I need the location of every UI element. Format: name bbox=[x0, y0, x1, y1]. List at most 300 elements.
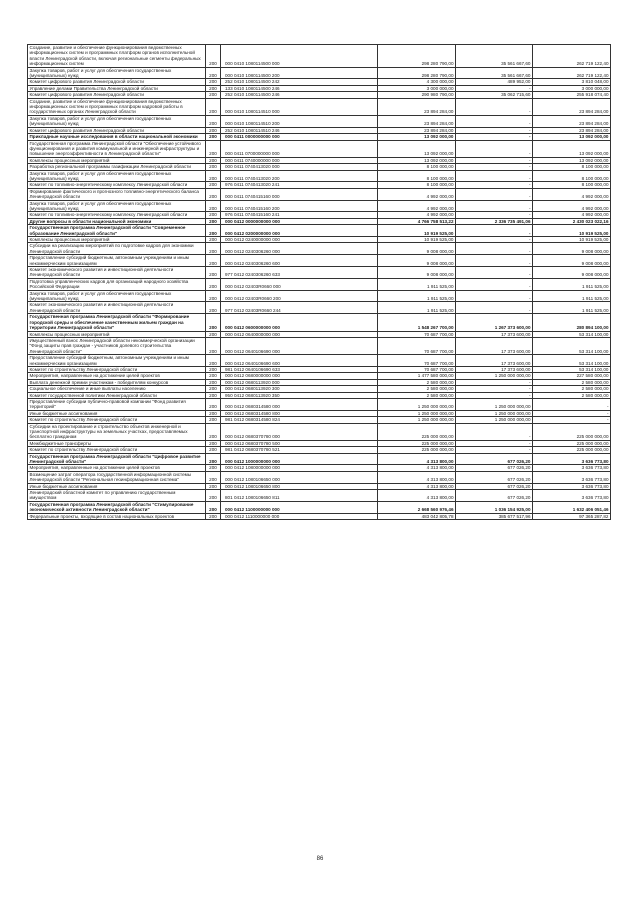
row-line-code: 200 bbox=[206, 267, 221, 279]
row-approved-amount: 4 313 800,00 bbox=[378, 471, 456, 483]
row-remaining-amount: 9 008 000,00 bbox=[533, 255, 611, 267]
row-line-code: 200 bbox=[206, 471, 221, 483]
row-name: Комитет по строительству Ленинградской области bbox=[28, 366, 206, 372]
row-line-code: 200 bbox=[206, 440, 221, 446]
row-name: Государственная программа Ленинградской области "Современное образование Ленинградской области" bbox=[28, 225, 206, 237]
row-approved-amount: 4 313 800,00 bbox=[378, 453, 456, 465]
row-name: Прикладные научные исследования в области национальной экономики bbox=[28, 134, 206, 140]
row-remaining-amount: 225 000 000,00 bbox=[533, 440, 611, 446]
row-name: Ленинградский областной комитет по управлению государственным имуществом bbox=[28, 490, 206, 502]
table-row bbox=[28, 140, 611, 157]
row-line-code: 200 bbox=[206, 98, 221, 115]
table-row bbox=[28, 398, 611, 410]
row-name: Закупка товаров, работ и услуг для обеспечения государственных (муниципальных) нужд bbox=[28, 200, 206, 212]
row-approved-amount: 2 668 560 976,46 bbox=[378, 501, 456, 513]
row-executed-amount: 1 250 000 000,00 bbox=[456, 410, 533, 416]
row-classification-code: 977 0412 0240306260 633 bbox=[221, 267, 378, 279]
row-approved-amount: 225 000 000,00 bbox=[378, 440, 456, 446]
row-executed-amount: - bbox=[456, 255, 533, 267]
table-row bbox=[28, 314, 611, 331]
row-approved-amount: 13 092 000,00 bbox=[378, 140, 456, 157]
row-name: Разработка региональной программы газификации Ленинградской области bbox=[28, 164, 206, 170]
row-line-code: 200 bbox=[206, 417, 221, 423]
row-approved-amount: 23 894 284,00 bbox=[378, 115, 456, 127]
row-line-code: 200 bbox=[206, 164, 221, 170]
row-name: Закупка товаров, работ и услуг для обеспечения государственных (муниципальных) нужд bbox=[28, 290, 206, 302]
row-name: Имущественный взнос Ленинградской области некоммерческой организации "Фонд защиты прав граждан - участников долевого строительства Ленинградской области" bbox=[28, 337, 206, 354]
row-name: Формирование фактического и прогнозного топливно-энергетического баланса Ленинградской области bbox=[28, 188, 206, 200]
table-row bbox=[28, 67, 611, 79]
row-approved-amount: 4 313 800,00 bbox=[378, 465, 456, 471]
row-remaining-amount: 23 894 284,00 bbox=[533, 127, 611, 133]
row-remaining-amount: - bbox=[533, 417, 611, 423]
row-name: Закупка товаров, работ и услуг для обеспечения государственных (муниципальных) нужд bbox=[28, 115, 206, 127]
row-executed-amount: - bbox=[456, 140, 533, 157]
row-classification-code: 000 0412 0680314580 000 bbox=[221, 398, 378, 410]
row-remaining-amount: 53 314 100,00 bbox=[533, 355, 611, 367]
row-executed-amount: - bbox=[456, 290, 533, 302]
row-line-code: 200 bbox=[206, 127, 221, 133]
table-row bbox=[28, 453, 611, 465]
row-name: Мероприятия, направленные на достижение целей проектов bbox=[28, 373, 206, 379]
row-executed-amount: 17 373 600,00 bbox=[456, 366, 533, 372]
row-approved-amount: 9 008 000,00 bbox=[378, 243, 456, 255]
row-remaining-amount: 3 636 773,80 bbox=[533, 453, 611, 465]
row-classification-code: 000 0412 0000000000 000 bbox=[221, 218, 378, 224]
row-classification-code: 000 0412 0680314580 800 bbox=[221, 410, 378, 416]
row-classification-code: 000 0412 0600000000 000 bbox=[221, 314, 378, 331]
row-executed-amount: 1 267 373 600,00 bbox=[456, 314, 533, 331]
row-line-code: 200 bbox=[206, 337, 221, 354]
row-approved-amount: 290 980 790,00 bbox=[378, 92, 456, 98]
row-line-code: 200 bbox=[206, 67, 221, 79]
table-row bbox=[28, 302, 611, 314]
row-executed-amount: 2 336 735 491,06 bbox=[456, 218, 533, 224]
row-approved-amount: 4 766 758 513,22 bbox=[378, 218, 456, 224]
row-classification-code: 950 0412 0680113920 350 bbox=[221, 392, 378, 398]
row-line-code: 200 bbox=[206, 200, 221, 212]
row-classification-code: 000 0412 0680113920 000 bbox=[221, 379, 378, 385]
row-line-code: 200 bbox=[206, 355, 221, 367]
row-executed-amount: 489 952,00 bbox=[456, 79, 533, 85]
row-approved-amount: 1 250 000 000,00 bbox=[378, 410, 456, 416]
row-classification-code: 000 0411 0740415160 000 bbox=[221, 188, 378, 200]
table-row bbox=[28, 423, 611, 440]
row-approved-amount: 1 911 525,00 bbox=[378, 290, 456, 302]
row-classification-code: 000 0412 1080106650 800 bbox=[221, 483, 378, 489]
row-remaining-amount: 53 314 100,00 bbox=[533, 366, 611, 372]
table-row bbox=[28, 278, 611, 290]
row-name: Государственная программа Ленинградской области "Цифровое развитие Ленинградской области" bbox=[28, 453, 206, 465]
row-line-code: 200 bbox=[206, 453, 221, 465]
row-name: Комитет по топливно-энергетическому комплексу Ленинградской области bbox=[28, 212, 206, 218]
row-name: Комитет цифрового развития Ленинградской области bbox=[28, 79, 206, 85]
row-classification-code: 000 0412 02403R0660 200 bbox=[221, 290, 378, 302]
row-classification-code: 252 0410 1080114500 246 bbox=[221, 92, 378, 98]
row-remaining-amount: 225 000 000,00 bbox=[533, 447, 611, 453]
row-executed-amount: - bbox=[456, 188, 533, 200]
row-line-code: 200 bbox=[206, 314, 221, 331]
row-executed-amount: - bbox=[456, 267, 533, 279]
row-approved-amount: 1 911 525,00 bbox=[378, 302, 456, 314]
row-classification-code: 000 0412 0640000000 000 bbox=[221, 331, 378, 337]
row-executed-amount: - bbox=[456, 237, 533, 243]
row-remaining-amount: 53 314 100,00 bbox=[533, 331, 611, 337]
row-approved-amount: 4 992 000,00 bbox=[378, 212, 456, 218]
row-line-code: 200 bbox=[206, 447, 221, 453]
row-line-code: 200 bbox=[206, 188, 221, 200]
row-executed-amount: - bbox=[456, 440, 533, 446]
row-line-code: 200 bbox=[206, 134, 221, 140]
row-executed-amount: 677 026,20 bbox=[456, 465, 533, 471]
row-classification-code: 000 0411 0700000000 000 bbox=[221, 140, 378, 157]
row-classification-code: 000 0412 0240306260 000 bbox=[221, 243, 378, 255]
row-line-code: 200 bbox=[206, 373, 221, 379]
row-remaining-amount: 23 894 284,00 bbox=[533, 98, 611, 115]
row-remaining-amount: 280 894 100,00 bbox=[533, 314, 611, 331]
row-remaining-amount: 1 911 525,00 bbox=[533, 302, 611, 314]
row-approved-amount: 1 250 000 000,00 bbox=[378, 398, 456, 410]
row-name: Федеральные проекты, входящие в состав национальных проектов bbox=[28, 513, 206, 519]
row-name: Мероприятия, направленные на достижение целей проектов bbox=[28, 465, 206, 471]
row-name: Закупка товаров, работ и услуг для обеспечения государственных (муниципальных) нужд bbox=[28, 67, 206, 79]
row-executed-amount: - bbox=[456, 85, 533, 91]
table-row bbox=[28, 337, 611, 354]
page-number: 86 bbox=[316, 856, 324, 862]
row-name: Комитет экономического развития и инвестиционной деятельности Ленинградской области bbox=[28, 302, 206, 314]
row-executed-amount: - bbox=[456, 278, 533, 290]
table-row bbox=[28, 98, 611, 115]
row-name: Создание, развитие и обеспечение функционирования ведомственных информационных систем и программных платформ кадровой работы в государственных органах Ленинградской области bbox=[28, 98, 206, 115]
row-classification-code: 000 0412 0680370780 000 bbox=[221, 423, 378, 440]
table-row bbox=[28, 200, 611, 212]
row-classification-code: 000 0412 1100000000 000 bbox=[221, 501, 378, 513]
row-executed-amount: 17 373 600,00 bbox=[456, 337, 533, 354]
row-executed-amount: - bbox=[456, 164, 533, 170]
row-line-code: 200 bbox=[206, 366, 221, 372]
row-name: Создание, развитие и обеспечение функционирования ведомственных информационных систем и программных платформ органов исполнительной власти Ленинградской области, включая региональные сегменты федеральных информационных систем bbox=[28, 45, 206, 68]
row-executed-amount: - bbox=[456, 447, 533, 453]
row-classification-code: 000 0411 0740413020 000 bbox=[221, 164, 378, 170]
row-remaining-amount: 8 100 000,00 bbox=[533, 170, 611, 182]
table-row bbox=[28, 471, 611, 483]
row-line-code: 200 bbox=[206, 379, 221, 385]
row-executed-amount: - bbox=[456, 379, 533, 385]
table-row bbox=[28, 490, 611, 502]
row-approved-amount: 2 580 000,00 bbox=[378, 379, 456, 385]
row-name: Комитет по строительству Ленинградской области bbox=[28, 447, 206, 453]
row-classification-code: 000 0412 0640106690 000 bbox=[221, 337, 378, 354]
row-remaining-amount: 8 100 000,00 bbox=[533, 182, 611, 188]
row-name: Межбюджетные трансферты bbox=[28, 440, 206, 446]
row-remaining-amount: 2 580 000,00 bbox=[533, 379, 611, 385]
row-remaining-amount: 97 365 287,82 bbox=[533, 513, 611, 519]
row-name: Субсидии на проектирование и строительство объектов инженерной и транспортной инфраструктуры на земельных участках, предоставляемых бесплатно гражданам bbox=[28, 423, 206, 440]
row-approved-amount: 483 042 805,78 bbox=[378, 513, 456, 519]
row-remaining-amount: 13 092 000,00 bbox=[533, 140, 611, 157]
row-line-code: 200 bbox=[206, 513, 221, 519]
row-classification-code: 000 0412 1080106650 000 bbox=[221, 471, 378, 483]
row-line-code: 200 bbox=[206, 212, 221, 218]
row-executed-amount: 1 036 154 925,00 bbox=[456, 501, 533, 513]
row-approved-amount: 4 300 000,00 bbox=[378, 79, 456, 85]
row-classification-code: 000 0412 1080000000 000 bbox=[221, 465, 378, 471]
row-approved-amount: 4 313 800,00 bbox=[378, 483, 456, 489]
table-row bbox=[28, 45, 611, 68]
row-remaining-amount: 225 000 000,00 bbox=[533, 423, 611, 440]
row-classification-code: 000 0412 0680113920 300 bbox=[221, 386, 378, 392]
row-classification-code: 000 0412 0240306260 600 bbox=[221, 255, 378, 267]
row-remaining-amount: 4 992 000,00 bbox=[533, 200, 611, 212]
row-remaining-amount: 13 092 000,00 bbox=[533, 134, 611, 140]
row-classification-code: 000 0412 0680370780 500 bbox=[221, 440, 378, 446]
row-remaining-amount: 262 719 122,40 bbox=[533, 67, 611, 79]
row-remaining-amount: - bbox=[533, 398, 611, 410]
budget-table bbox=[27, 44, 611, 520]
row-line-code: 200 bbox=[206, 392, 221, 398]
row-approved-amount: 1 911 525,00 bbox=[378, 278, 456, 290]
row-line-code: 200 bbox=[206, 182, 221, 188]
row-approved-amount: 13 092 000,00 bbox=[378, 157, 456, 163]
row-line-code: 200 bbox=[206, 237, 221, 243]
table-row bbox=[28, 355, 611, 367]
row-classification-code: 000 0412 1110000000 000 bbox=[221, 513, 378, 519]
row-executed-amount: 35 062 715,60 bbox=[456, 92, 533, 98]
row-approved-amount: 23 894 284,00 bbox=[378, 127, 456, 133]
row-remaining-amount: 3 636 773,80 bbox=[533, 483, 611, 489]
row-approved-amount: 225 000 000,00 bbox=[378, 447, 456, 453]
row-remaining-amount: 10 919 525,00 bbox=[533, 225, 611, 237]
row-classification-code: 000 0410 1080114510 000 bbox=[221, 98, 378, 115]
document-page bbox=[27, 44, 610, 520]
row-line-code: 200 bbox=[206, 157, 221, 163]
table-row bbox=[28, 255, 611, 267]
row-classification-code: 000 0412 0640106690 600 bbox=[221, 355, 378, 367]
row-classification-code: 976 0411 0740413020 241 bbox=[221, 182, 378, 188]
row-name: Предоставление субсидий бюджетным, автономным учреждениям и иным некоммерческим организациям bbox=[28, 255, 206, 267]
row-remaining-amount: 53 314 100,00 bbox=[533, 337, 611, 354]
row-approved-amount: 10 919 525,00 bbox=[378, 237, 456, 243]
row-classification-code: 000 0411 0740000000 000 bbox=[221, 157, 378, 163]
row-classification-code: 000 0412 0200000000 000 bbox=[221, 225, 378, 237]
row-name: Комитет по топливно-энергетическому комплексу Ленинградской области bbox=[28, 182, 206, 188]
table-row bbox=[28, 170, 611, 182]
row-name: Комитет по строительству Ленинградской области bbox=[28, 417, 206, 423]
row-executed-amount: - bbox=[456, 392, 533, 398]
row-remaining-amount: 9 008 000,00 bbox=[533, 267, 611, 279]
row-name: Иные бюджетные ассигнования bbox=[28, 483, 206, 489]
row-executed-amount: 1 250 000 000,00 bbox=[456, 373, 533, 379]
row-line-code: 200 bbox=[206, 218, 221, 224]
row-remaining-amount: 4 992 000,00 bbox=[533, 212, 611, 218]
row-executed-amount: 385 677 517,96 bbox=[456, 513, 533, 519]
row-approved-amount: 70 687 700,00 bbox=[378, 366, 456, 372]
row-name: Комплексы процессных мероприятий bbox=[28, 157, 206, 163]
row-line-code: 200 bbox=[206, 85, 221, 91]
row-executed-amount: - bbox=[456, 98, 533, 115]
row-executed-amount: - bbox=[456, 225, 533, 237]
row-name: Выплата денежной премии участникам - победителям конкурсов bbox=[28, 379, 206, 385]
row-line-code: 200 bbox=[206, 290, 221, 302]
row-executed-amount: 1 250 000 000,00 bbox=[456, 398, 533, 410]
row-executed-amount: - bbox=[456, 127, 533, 133]
row-executed-amount: 35 561 667,60 bbox=[456, 45, 533, 68]
row-remaining-amount: 255 918 074,40 bbox=[533, 92, 611, 98]
row-classification-code: 000 0410 1080114500 000 bbox=[221, 45, 378, 68]
row-remaining-amount: 1 632 406 051,46 bbox=[533, 501, 611, 513]
row-remaining-amount: 227 580 000,00 bbox=[533, 373, 611, 379]
row-line-code: 200 bbox=[206, 115, 221, 127]
row-classification-code: 977 0412 02403R0660 244 bbox=[221, 302, 378, 314]
row-classification-code: 000 0412 1000000000 000 bbox=[221, 453, 378, 465]
row-approved-amount: 13 092 000,00 bbox=[378, 134, 456, 140]
row-approved-amount: 8 100 000,00 bbox=[378, 170, 456, 182]
row-name: Предоставление субсидий бюджетным, автономным учреждениям и иным некоммерческим организациям bbox=[28, 355, 206, 367]
row-line-code: 200 bbox=[206, 92, 221, 98]
row-approved-amount: 9 008 000,00 bbox=[378, 267, 456, 279]
row-name: Социальное обеспечение и иные выплаты населению bbox=[28, 386, 206, 392]
row-name: Государственная программа Ленинградской области "Обеспечение устойчивого функционирования и развития коммунальной и инженерной инфраструктуры и повышение энергоэффективности в Ленинградской области" bbox=[28, 140, 206, 157]
row-approved-amount: 298 280 790,00 bbox=[378, 67, 456, 79]
row-executed-amount: - bbox=[456, 157, 533, 163]
row-remaining-amount: 3 810 048,00 bbox=[533, 79, 611, 85]
row-classification-code: 000 0412 0680000000 000 bbox=[221, 373, 378, 379]
row-remaining-amount: 262 719 122,40 bbox=[533, 45, 611, 68]
table-row bbox=[28, 267, 611, 279]
row-classification-code: 981 0412 0680314580 824 bbox=[221, 417, 378, 423]
row-line-code: 200 bbox=[206, 490, 221, 502]
row-remaining-amount: 1 911 525,00 bbox=[533, 290, 611, 302]
row-name: Иные бюджетные ассигнования bbox=[28, 410, 206, 416]
row-line-code: 200 bbox=[206, 45, 221, 68]
row-line-code: 200 bbox=[206, 410, 221, 416]
table-row bbox=[28, 290, 611, 302]
row-remaining-amount: 2 430 023 022,16 bbox=[533, 218, 611, 224]
row-classification-code: 981 0412 0680370780 521 bbox=[221, 447, 378, 453]
row-name: Управление делами Правительства Ленинградской области bbox=[28, 85, 206, 91]
row-name: Государственная программа Ленинградской области "Формирование городской среды и обеспечение качественным жильем граждан на территории Ленинградской области" bbox=[28, 314, 206, 331]
row-name: Комитет цифрового развития Ленинградской области bbox=[28, 127, 206, 133]
row-approved-amount: 70 687 700,00 bbox=[378, 331, 456, 337]
row-name: Подготовка управленческих кадров для организаций народного хозяйства Российской Федерации bbox=[28, 278, 206, 290]
row-approved-amount: 298 280 790,00 bbox=[378, 45, 456, 68]
row-line-code: 200 bbox=[206, 255, 221, 267]
row-executed-amount: 677 026,20 bbox=[456, 471, 533, 483]
row-approved-amount: 4 992 000,00 bbox=[378, 188, 456, 200]
row-remaining-amount: 9 008 000,00 bbox=[533, 243, 611, 255]
row-approved-amount: 1 548 267 700,00 bbox=[378, 314, 456, 331]
row-classification-code: 976 0411 0740415160 241 bbox=[221, 212, 378, 218]
budget-table-body bbox=[28, 45, 611, 520]
row-executed-amount: - bbox=[456, 386, 533, 392]
row-line-code: 200 bbox=[206, 278, 221, 290]
row-name: Комитет экономического развития и инвестиционной деятельности Ленинградской области bbox=[28, 267, 206, 279]
row-classification-code: 000 0411 0740413020 200 bbox=[221, 170, 378, 182]
row-approved-amount: 3 000 000,00 bbox=[378, 85, 456, 91]
row-remaining-amount: 3 636 773,80 bbox=[533, 490, 611, 502]
row-name: Другие вопросы в области национальной экономики bbox=[28, 218, 206, 224]
row-classification-code: 000 0410 1080114500 200 bbox=[221, 67, 378, 79]
table-row bbox=[28, 243, 611, 255]
row-line-code: 200 bbox=[206, 423, 221, 440]
row-line-code: 200 bbox=[206, 483, 221, 489]
row-executed-amount: - bbox=[456, 170, 533, 182]
row-executed-amount: - bbox=[456, 115, 533, 127]
table-row bbox=[28, 513, 611, 519]
row-line-code: 200 bbox=[206, 465, 221, 471]
row-executed-amount: 1 250 000 000,00 bbox=[456, 417, 533, 423]
row-executed-amount: 35 561 667,60 bbox=[456, 67, 533, 79]
row-executed-amount: 677 026,20 bbox=[456, 453, 533, 465]
row-executed-amount: 677 026,20 bbox=[456, 490, 533, 502]
row-remaining-amount: 4 992 000,00 bbox=[533, 188, 611, 200]
row-executed-amount: 677 026,20 bbox=[456, 483, 533, 489]
row-executed-amount: - bbox=[456, 134, 533, 140]
row-remaining-amount: 1 911 525,00 bbox=[533, 278, 611, 290]
row-approved-amount: 4 992 000,00 bbox=[378, 200, 456, 212]
row-executed-amount: - bbox=[456, 212, 533, 218]
row-classification-code: 000 0412 0240000000 000 bbox=[221, 237, 378, 243]
row-classification-code: 000 0412 02403R0660 000 bbox=[221, 278, 378, 290]
table-row bbox=[28, 225, 611, 237]
row-approved-amount: 1 250 000 000,00 bbox=[378, 417, 456, 423]
row-name: Комплексы процессных мероприятий bbox=[28, 331, 206, 337]
row-line-code: 200 bbox=[206, 331, 221, 337]
row-executed-amount: - bbox=[456, 302, 533, 314]
row-approved-amount: 1 477 580 000,00 bbox=[378, 373, 456, 379]
row-name: Возмещение затрат оператора государственной информационной системы Ленинградской области "Региональная геоинформационная система" bbox=[28, 471, 206, 483]
row-approved-amount: 2 580 000,00 bbox=[378, 392, 456, 398]
row-remaining-amount: 2 580 000,00 bbox=[533, 386, 611, 392]
row-approved-amount: 10 919 525,00 bbox=[378, 225, 456, 237]
table-row bbox=[28, 188, 611, 200]
row-remaining-amount: 3 000 000,00 bbox=[533, 85, 611, 91]
row-line-code: 200 bbox=[206, 398, 221, 410]
row-remaining-amount: 8 100 000,00 bbox=[533, 164, 611, 170]
table-row bbox=[28, 501, 611, 513]
row-classification-code: 000 0410 1080114510 200 bbox=[221, 115, 378, 127]
row-remaining-amount: 13 092 000,00 bbox=[533, 157, 611, 163]
row-name: Субсидии на реализацию мероприятий по подготовке кадров для экономики Ленинградской области bbox=[28, 243, 206, 255]
row-executed-amount: 17 373 600,00 bbox=[456, 355, 533, 367]
row-approved-amount: 70 687 700,00 bbox=[378, 337, 456, 354]
row-approved-amount: 8 100 000,00 bbox=[378, 182, 456, 188]
row-classification-code: 000 0411 0740415160 200 bbox=[221, 200, 378, 212]
row-name: Предоставление субсидии публично-правовой компании "Фонд развития территорий" bbox=[28, 398, 206, 410]
row-classification-code: 981 0412 0640106690 633 bbox=[221, 366, 378, 372]
row-approved-amount: 225 000 000,00 bbox=[378, 423, 456, 440]
row-classification-code: 252 0410 1080114510 246 bbox=[221, 127, 378, 133]
row-name: Комитет цифрового развития Ленинградской области bbox=[28, 92, 206, 98]
row-executed-amount: - bbox=[456, 423, 533, 440]
row-line-code: 200 bbox=[206, 243, 221, 255]
row-approved-amount: 2 580 000,00 bbox=[378, 386, 456, 392]
row-remaining-amount: 2 580 000,00 bbox=[533, 392, 611, 398]
row-classification-code: 801 0412 1080106650 811 bbox=[221, 490, 378, 502]
row-line-code: 200 bbox=[206, 302, 221, 314]
row-line-code: 200 bbox=[206, 140, 221, 157]
row-name: Закупка товаров, работ и услуг для обеспечения государственных (муниципальных) нужд bbox=[28, 170, 206, 182]
row-classification-code: 252 0410 1080114500 242 bbox=[221, 79, 378, 85]
row-remaining-amount: 23 894 284,00 bbox=[533, 115, 611, 127]
row-executed-amount: - bbox=[456, 200, 533, 212]
row-remaining-amount: - bbox=[533, 410, 611, 416]
row-line-code: 200 bbox=[206, 79, 221, 85]
row-executed-amount: - bbox=[456, 243, 533, 255]
row-line-code: 200 bbox=[206, 386, 221, 392]
row-line-code: 200 bbox=[206, 501, 221, 513]
row-approved-amount: 23 894 284,00 bbox=[378, 98, 456, 115]
